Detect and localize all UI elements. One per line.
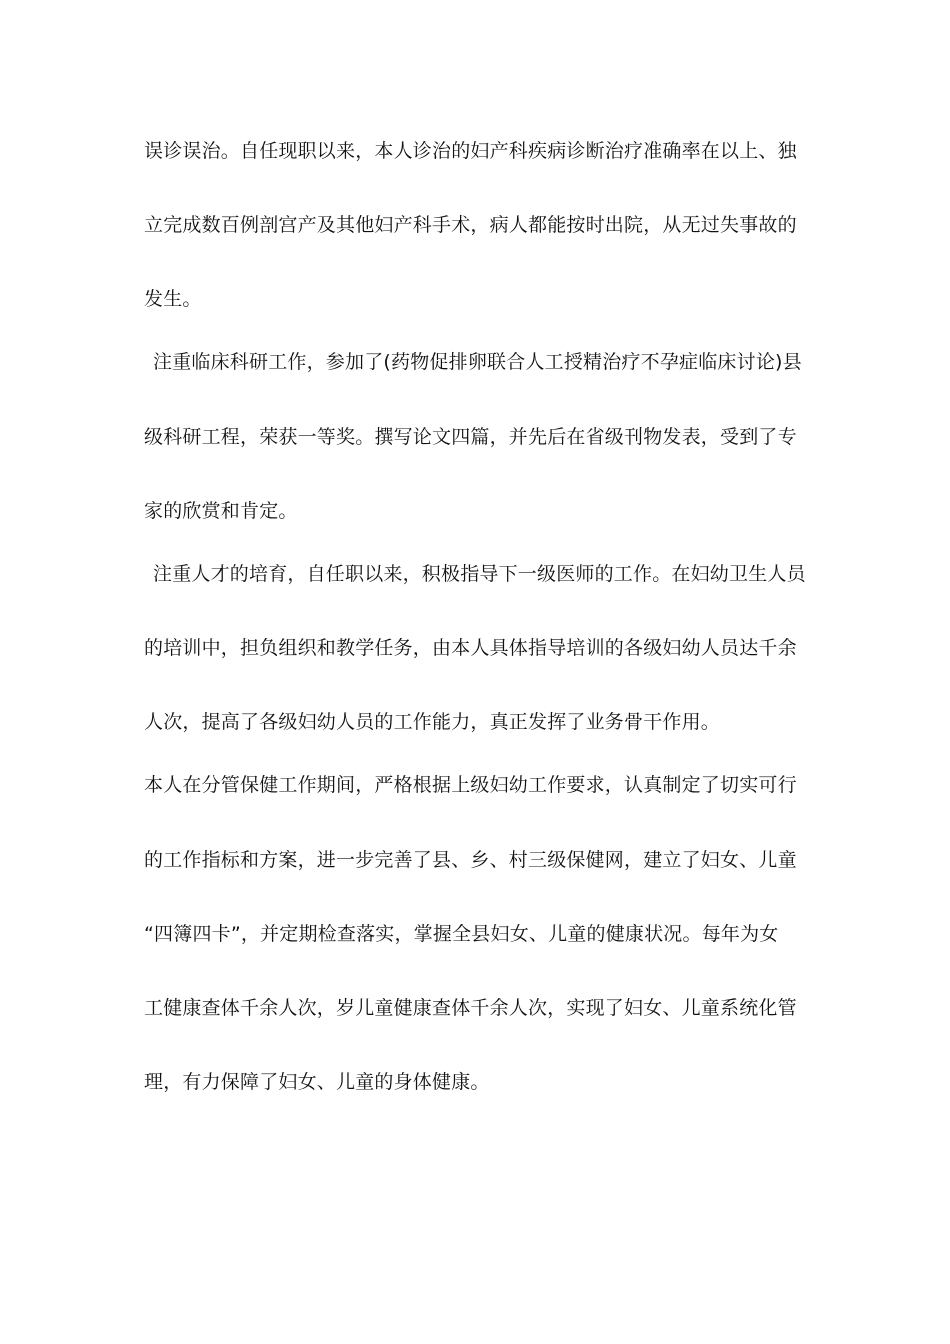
- text-line-7: 注重人才的培育，自任职以来，积极指导下一级医师的工作。在妇幼卫生人员: [153, 563, 806, 585]
- text-line-6: 家的欣赏和肯定。: [144, 500, 298, 522]
- text-line-1: 误诊误治。自任现职以来，本人诊治的妇产科疾病诊断治疗准确率在以上、独: [144, 140, 797, 162]
- text-line-12: “四簿四卡”，并定期检查落实，掌握全县妇女、儿童的健康状况。每年为女: [144, 923, 779, 945]
- text-line-2: 立完成数百例剖宫产及其他妇产科手术，病人都能按时出院，从无过失事故的: [144, 214, 797, 236]
- text-line-14: 理，有力保障了妇女、儿童的身体健康。: [144, 1071, 490, 1093]
- text-line-9: 人次，提高了各级妇幼人员的工作能力，真正发挥了业务骨干作用。: [144, 711, 721, 733]
- text-line-13: 工健康查体千余人次，岁儿童健康查体千余人次，实现了妇女、儿童系统化管: [144, 997, 797, 1019]
- text-line-10: 本人在分管保健工作期间，严格根据上级妇幼工作要求，认真制定了切实可行: [144, 774, 797, 796]
- text-line-8: 的培训中，担负组织和教学任务，由本人具体指导培训的各级妇幼人员达千余: [144, 637, 797, 659]
- text-line-11: 的工作指标和方案，进一步完善了县、乡、村三级保健网，建立了妇女、儿童: [144, 849, 797, 871]
- text-line-5: 级科研工程，荣获一等奖。撰写论文四篇，并先后在省级刊物发表，受到了专: [144, 426, 797, 448]
- text-line-4: 注重临床科研工作，参加了(药物促排卵联合人工授精治疗不孕症临床讨论)县: [153, 351, 802, 373]
- text-line-3: 发生。: [144, 288, 202, 310]
